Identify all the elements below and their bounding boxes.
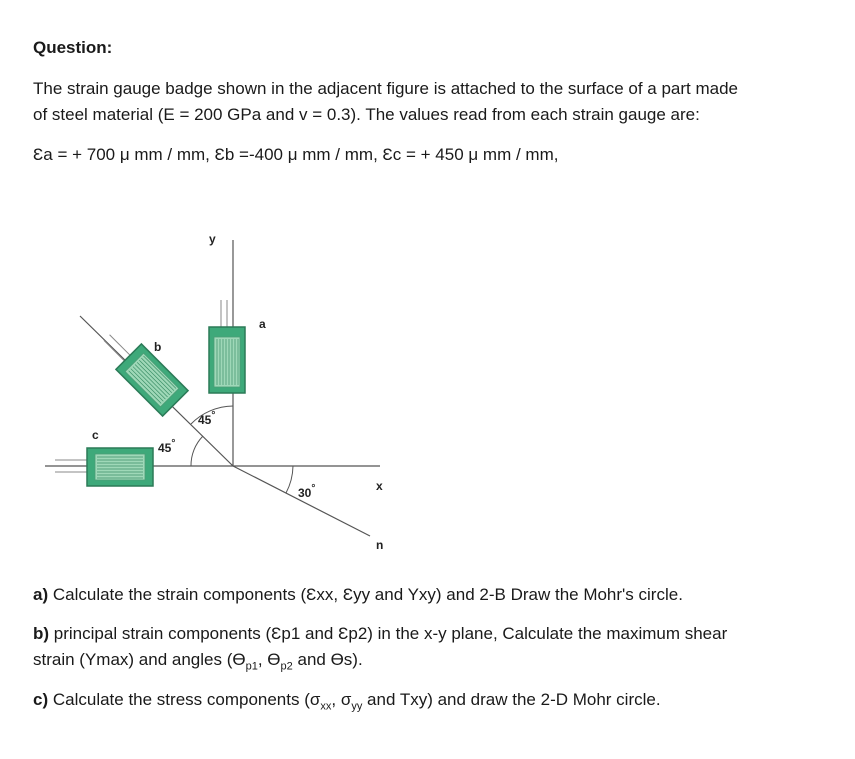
label-n: n — [376, 538, 384, 552]
statement-line-2: of steel material (E = 200 GPa and v = 0.3). The values read from each strain gauge are: — [33, 105, 700, 124]
gauge-b — [95, 323, 188, 416]
question-b-text-2a: strain (Ymax) and angles (Ɵ — [33, 650, 246, 669]
question-b-text-2b: , Ɵ — [257, 650, 281, 669]
arc-45-bc — [191, 436, 203, 466]
n-axis — [233, 466, 370, 536]
question-heading: Question: — [33, 38, 113, 57]
question-a-label: a) — [33, 585, 49, 604]
question-c-text-c: and Txy) and draw the 2-D Mohr circle. — [362, 690, 661, 709]
gauge-c — [55, 448, 153, 486]
question-a-text: Calculate the strain components (Ɛxx, Ɛyy and Yxy) and 2-B Draw the Mohr's circle. — [52, 585, 683, 604]
question-b-text-1: principal strain components (Ɛp1 and Ɛp2) in the x-y plane, Calculate the maximum shear — [53, 624, 728, 643]
arc-30-xn — [286, 466, 293, 493]
question-c-sub-yy: yy — [351, 700, 363, 713]
statement-line-1: The strain gauge badge shown in the adjacent figure is attached to the surface of a part made — [33, 79, 739, 98]
label-c: c — [92, 428, 99, 442]
question-b-sub-p1: p1 — [245, 660, 258, 673]
question-b-sub-p2: p2 — [280, 660, 293, 673]
question-c-label: c) — [33, 690, 49, 709]
question-b — [33, 621, 833, 679]
angle-label-bc: 45° — [158, 438, 176, 455]
label-a: a — [259, 317, 266, 331]
question-b-label: b) — [33, 624, 50, 643]
question-c-sub-xx: xx — [320, 700, 332, 713]
question-b-text-2c: and Ɵs). — [292, 650, 363, 669]
strain-readings: Ɛa = + 700 μ mm / mm, Ɛb =-400 μ mm / mm, Ɛc = + 450 μ mm / mm, — [33, 145, 559, 164]
question-a — [33, 582, 833, 608]
label-y: y — [209, 232, 216, 246]
question-c — [33, 687, 833, 719]
question-c-text-b: , σ — [331, 690, 352, 709]
question-c-text-a: Calculate the stress components (σ — [52, 690, 321, 709]
gauge-a — [209, 300, 245, 393]
label-x: x — [376, 479, 383, 493]
angle-label-ab: 45° — [198, 410, 216, 427]
label-b: b — [154, 340, 162, 354]
angle-label-xn: 30° — [298, 483, 316, 500]
